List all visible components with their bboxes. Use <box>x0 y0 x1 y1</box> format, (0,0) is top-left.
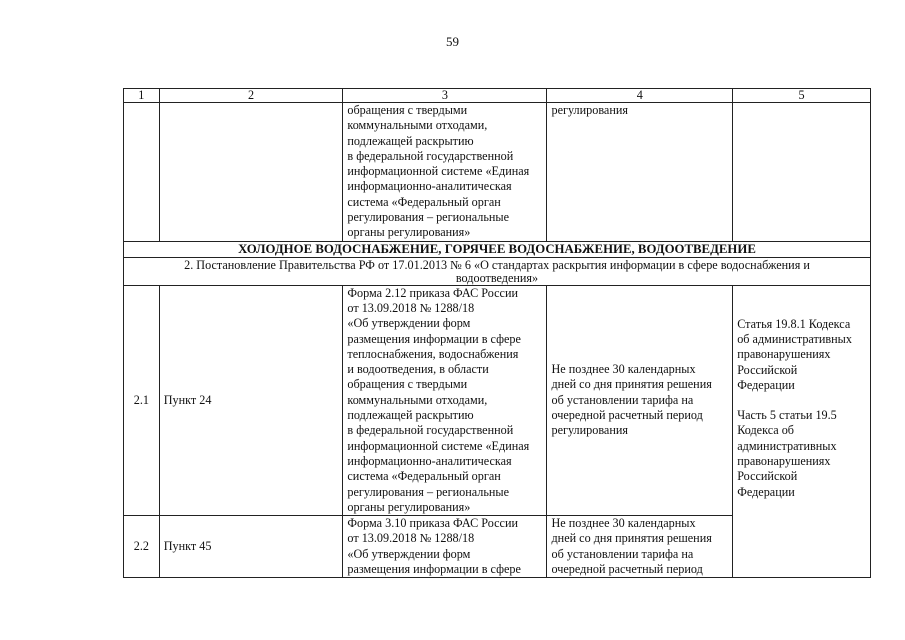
continuation-row <box>124 103 871 242</box>
text-line: Федерации <box>737 484 795 499</box>
cell-deadline <box>547 285 733 515</box>
text-line: Кодекса об <box>737 423 795 438</box>
cell-liability <box>733 103 871 242</box>
text-line: об установлении тарифа на <box>551 392 694 407</box>
cell-form-description <box>343 516 547 578</box>
text-line: «Об утверждении форм <box>347 546 471 561</box>
regulation-table <box>123 88 871 578</box>
text-line: теплоснабжения, водоснабжения <box>347 346 519 361</box>
text-line: Российской <box>737 362 798 377</box>
text-line: коммунальными отходами, <box>347 392 488 407</box>
text-line: от 13.09.2018 № 1288/18 <box>347 300 475 315</box>
text-line: 2. Постановление Правительства РФ от 17.01.2013 № 6 «О стандартах раскрытия информации в сфере водоснабжения и <box>184 257 810 272</box>
cell-number <box>124 103 160 242</box>
text-line: Федерации <box>737 377 795 392</box>
column-number-row <box>124 89 871 103</box>
text-line: размещения информации в сфере <box>347 562 521 577</box>
text-line: информационной системе «Единая <box>347 164 530 179</box>
spacer <box>737 393 866 408</box>
text-line: обращения с твердыми <box>347 377 468 392</box>
text-line: Не позднее 30 календарных <box>551 362 696 377</box>
text-line: подлежащей раскрытию <box>347 133 474 148</box>
column-number: 5 <box>733 89 871 103</box>
text-line: подлежащей раскрытию <box>347 408 474 423</box>
column-number: 3 <box>343 89 547 103</box>
text-line: Часть 5 статьи 19.5 <box>737 408 837 423</box>
text-line: регулирования – региональные <box>347 484 509 499</box>
text-line: очередной расчетный период <box>551 408 703 423</box>
text-line: водоотведения» <box>455 270 539 285</box>
text-line: и водоотведения, в области <box>347 362 489 377</box>
row-number: 2.1 <box>124 285 160 515</box>
section-row <box>124 241 871 257</box>
row-item: Пункт 24 <box>159 285 343 515</box>
text-line: Форма 3.10 приказа ФАС России <box>347 516 519 531</box>
text-line: Российской <box>737 469 798 484</box>
column-number: 4 <box>547 89 733 103</box>
text-line: система «Федеральный орган <box>347 194 501 209</box>
text-line: обращения с твердыми <box>347 103 468 117</box>
text-line: система «Федеральный орган <box>347 469 501 484</box>
text-line: в федеральной государственной <box>347 423 514 438</box>
column-number: 1 <box>124 89 160 103</box>
text-line: правонарушениях <box>737 454 831 469</box>
row-number: 2.2 <box>124 516 160 578</box>
text-line: размещения информации в сфере <box>347 331 521 346</box>
text-line: информационно-аналитическая <box>347 453 512 468</box>
cell-form-description <box>343 285 547 515</box>
subsection-title <box>124 257 871 285</box>
text-line: информационно-аналитическая <box>347 179 512 194</box>
text-line: коммунальными отходами, <box>347 118 488 133</box>
text-line: от 13.09.2018 № 1288/18 <box>347 531 475 546</box>
section-title: ХОЛОДНОЕ ВОДОСНАБЖЕНИЕ, ГОРЯЧЕЕ ВОДОСНАБЖЕНИЕ, ВОДООТВЕДЕНИЕ <box>124 241 871 257</box>
text-line: об административных <box>737 331 852 346</box>
row-item: Пункт 45 <box>159 516 343 578</box>
cell-deadline <box>547 516 733 578</box>
text-line: органы регулирования» <box>347 225 471 240</box>
text-line: информационной системе «Единая <box>347 438 530 453</box>
text-line: очередной расчетный период <box>551 562 703 577</box>
text-line: административных <box>737 438 837 453</box>
cell-deadline: регулирования <box>547 103 733 242</box>
cell-form-description <box>343 103 547 242</box>
text-line: об установлении тарифа на <box>551 546 694 561</box>
page-number: 59 <box>446 34 459 49</box>
text-line: в федеральной государственной <box>347 148 514 163</box>
text-line: органы регулирования» <box>347 499 471 514</box>
cell-item <box>159 103 343 242</box>
text-line: «Об утверждении форм <box>347 316 471 331</box>
cell-liability <box>733 285 871 578</box>
table-row <box>124 285 871 515</box>
text-line: регулирования – региональные <box>347 210 509 225</box>
text-line: регулирования <box>551 423 628 438</box>
text-line: дней со дня принятия решения <box>551 531 712 546</box>
text-line: дней со дня принятия решения <box>551 377 712 392</box>
subsection-row <box>124 257 871 285</box>
text-line: Форма 2.12 приказа ФАС России <box>347 285 519 300</box>
text-line: Не позднее 30 календарных <box>551 516 696 531</box>
text-line: Статья 19.8.1 Кодекса <box>737 316 851 331</box>
text-line: правонарушениях <box>737 347 831 362</box>
column-number: 2 <box>159 89 343 103</box>
